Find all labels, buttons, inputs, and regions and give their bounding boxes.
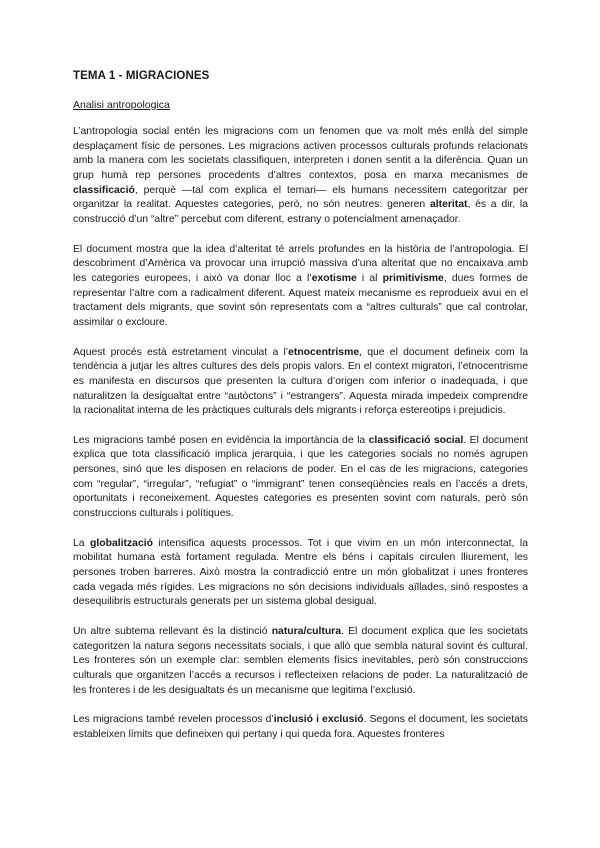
- text-run: . El document explica que tota classificació implica jerarquia, i que les categories socials no només agrupen persones, sinó que les disposen en relacions de poder. En el cas de les migracions, categories com “regular”, “irregular”, “refugiat” o “immigrant” tenen conseqüències reals en l’accés a drets, oportunitats i reconeixement. Aquestes categories es presenten sovint com naturals, però són construccions culturals i polítiques.: [73, 434, 529, 520]
- paragraph-3: [73, 346, 528, 419]
- text-run: , que el document defineix com la tendència a jutjar les altres cultures des dels propis valors. En el context migratori, l’etnocentrisme es manifesta en discursos que presenten la cultura d’origen com inferior o inadequada, i que naturalitzen la desigualtat entre “autòctons” i “estrangers”. Aquesta mirada impedeix comprendre la racionalitat interna de les pràctiques culturals dels migrants i reforça estereotips i prejudicis.: [73, 346, 528, 417]
- paragraph-1: [73, 125, 528, 228]
- key-term: classificació: [73, 184, 135, 196]
- text-run: La: [73, 537, 91, 549]
- text-run: Les migracions també revelen processos d’: [73, 714, 274, 726]
- text-run: El document mostra que la idea d’alteritat té arrels profundes en la història de l’antropologia. El descobriment d’Amèrica va provocar una irrupció massiva d’una alteritat que no encaixava amb les categories europees, i això va donar lloc a l’: [73, 243, 528, 284]
- key-term: inclusió i exclusió: [273, 714, 364, 726]
- text-run: . El document explica que les societats categoritzen la natura segons necessitats socials, i que allò que sembla natural sovint és cultural. Les fronteres són un exemple clar: semblen elements físics inevitables, però són construccions culturals que organitzen l’accés a recursos i reflecteixen relacions de poder. La naturalització de les fronteres i de les desigualtats és un mecanisme que legitima l’exclusió.: [73, 626, 528, 696]
- text-run: Aquest procés està estretament vinculat a l’: [73, 346, 289, 358]
- key-term: classificació social: [368, 434, 464, 446]
- text-run: , perquè —tal com explica el temari— els humans necessitem categoritzar per organitzar la realitat. Aquestes categories, però, no són neutres: generen: [73, 184, 528, 211]
- text-run: i al: [356, 272, 383, 284]
- document-body: [73, 125, 528, 743]
- document-title: TEMA 1 - MIGRACIONES: [73, 70, 210, 82]
- key-term: globalització: [90, 537, 153, 549]
- key-term: alteritat: [429, 199, 468, 211]
- key-term: natura/cultura: [271, 626, 341, 638]
- section-heading: Analisi antropologica: [73, 99, 170, 111]
- paragraph-7: [73, 713, 528, 742]
- key-term: exotisme: [311, 272, 357, 284]
- key-term: primitivisme: [382, 272, 444, 284]
- text-run: Un altre subtema rellevant és la distinció: [73, 626, 272, 638]
- text-run: . Segons el document, les societats estableixen límits que defineixen qui pertany i qui queda fora. Aquestes fronteres: [73, 714, 528, 740]
- paragraph-5: [73, 537, 528, 610]
- paragraph-2: [73, 243, 528, 331]
- text-run: , dues formes de representar l’altre com a radicalment diferent. Aquest mateix mecanisme es reprodueix avui en el tractament dels migrants, que sovint són representats com a “altres culturals” que cal controlar, assimilar o excloure.: [73, 272, 528, 328]
- paragraph-6: [73, 625, 528, 698]
- key-term: etnocentrisme: [288, 346, 360, 358]
- text-run: L’antropologia social entén les migracions com un fenomen que va molt més enllà del simple desplaçament físic de persones. Les migracions activen processos culturals profunds relacionats amb la manera com les societats classifiquen, interpreten i donen sentit a la diferència. Quan un grup humà rep persones procedents d’altres contextos, posa en marxa mecanismes de: [73, 126, 528, 181]
- text-run: Les migracions també posen en evidència la importància de la: [73, 434, 369, 446]
- text-run: , és a dir, la construcció d’un “altre” percebut com diferent, estrany o potencialment amenaçador.: [73, 199, 528, 225]
- paragraph-4: [73, 434, 528, 522]
- text-run: intensifica aquests processos. Tot i que vivim en un món interconnectat, la mobilitat humana està fortament regulada. Mentre els béns i capitals circulen lliurement, les persones troben barreres. Això mostra la contradicció entre un món globalitzat i unes fronteres cada vegada més rígides. Les migracions no són decisions individuals aïllades, sinó respostes a desequilibris estructurals generats per un sistema global desigual.: [73, 537, 528, 608]
